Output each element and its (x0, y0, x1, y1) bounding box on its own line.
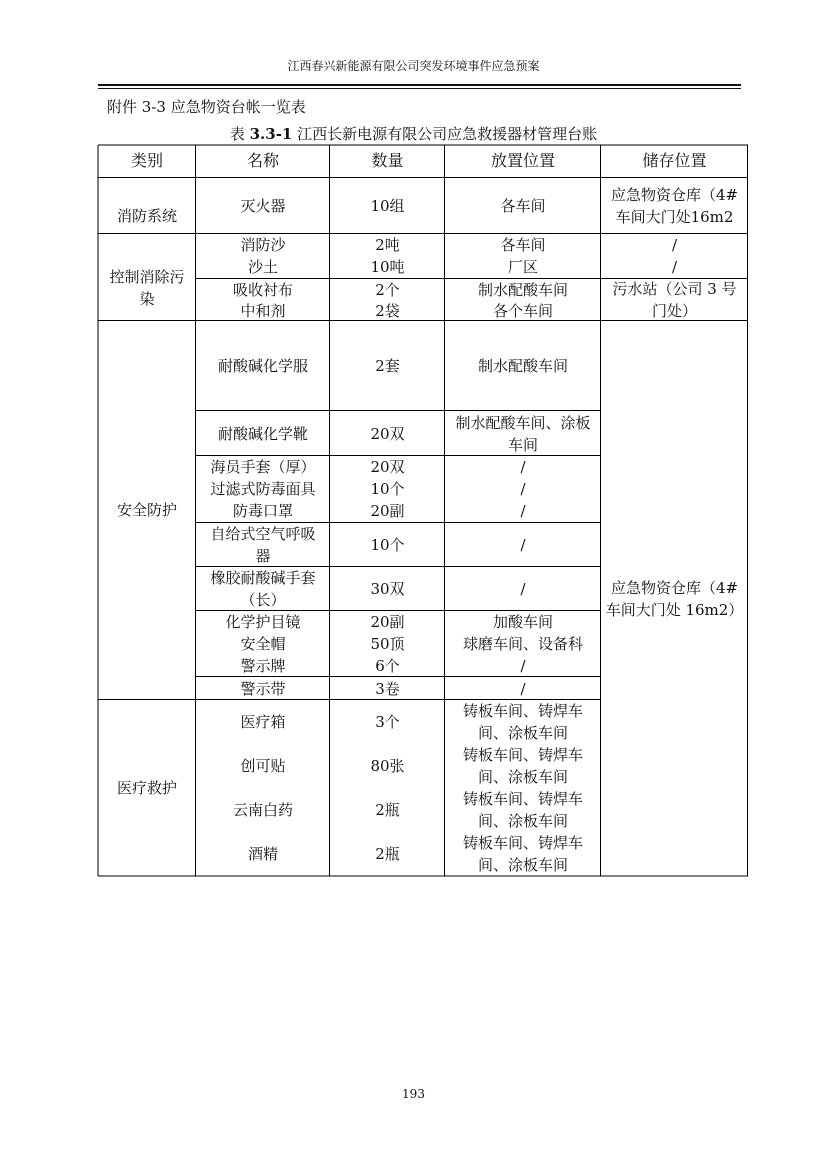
row-name: 防毒口罩 (232, 502, 293, 520)
row-location: / (520, 657, 526, 675)
row-name: 灭火器 (240, 197, 286, 215)
row-name: 海员手套（厚） (210, 458, 316, 476)
row-name: 过滤式防毒面具 (210, 480, 316, 498)
row-qty: 80张 (370, 757, 405, 775)
storage-cell: 污水站（公司 3 号门处） (612, 280, 737, 320)
row-location: 制水配酸车间 (477, 357, 568, 375)
row-name: 耐酸碱化学靴 (217, 424, 308, 443)
row-name: 警示牌 (240, 657, 286, 675)
row-location: / (520, 679, 526, 698)
row-location: / (520, 502, 526, 520)
row-name: 自给式空气呼吸器 (210, 525, 316, 565)
row-qty: 3卷 (375, 679, 400, 698)
row-qty: 50顶 (370, 635, 405, 653)
storage-cell: 应急物资仓库（4#车间大门处16m2 (610, 186, 739, 226)
header-storage: 储存位置 (642, 151, 707, 170)
storage-cell: 应急物资仓库（4#车间大门处 16m2） (605, 578, 744, 619)
row-name: 耐酸碱化学服 (217, 357, 308, 375)
row-name: 吸收衬布 (232, 280, 293, 299)
row-qty: 10吨 (370, 258, 405, 276)
row-qty: 20副 (370, 613, 405, 631)
row-location: / (520, 480, 526, 498)
header-category: 类别 (130, 151, 163, 170)
row-qty: 3个 (375, 713, 400, 731)
row-qty: 10个 (370, 480, 405, 498)
row-name: 消防沙 (240, 236, 286, 254)
row-name: 云南白药 (232, 801, 293, 819)
row-name: 安全帽 (240, 635, 286, 653)
page-number: 193 (402, 1087, 425, 1101)
row-location: 制水配酸车间 (477, 280, 568, 299)
row-qty: 10个 (370, 536, 405, 554)
row-location: 厂区 (507, 258, 538, 276)
row-location: 各车间 (500, 236, 546, 254)
row-qty: 20副 (370, 502, 405, 520)
caption-number: 3.3-1 (249, 125, 293, 143)
category-pollution: 控制消除污染 (109, 268, 185, 308)
row-qty: 2个 (375, 280, 400, 299)
row-location: 球磨车间、设备科 (462, 635, 583, 653)
row-name: 中和剂 (240, 301, 286, 320)
row-qty: 2吨 (375, 236, 400, 254)
row-qty: 2瓶 (375, 801, 400, 819)
category-fire: 消防系统 (116, 207, 177, 225)
row-qty: 10组 (370, 197, 405, 215)
row-name: 沙土 (247, 258, 278, 276)
row-location: / (520, 580, 526, 598)
row-location: 铸板车间、铸焊车间、涂板车间 (462, 746, 583, 786)
attachment-title: 附件 3-3 应急物资台帐一览表 (107, 98, 306, 116)
running-header: 江西春兴新能源有限公司突发环境事件应急预案 (287, 59, 540, 73)
row-location: / (520, 458, 526, 476)
row-location: / (520, 536, 526, 554)
row-name: 化学护目镜 (225, 613, 301, 631)
row-name: 橡胶耐酸碱手套（长） (210, 569, 316, 609)
category-medical: 医疗救护 (116, 779, 177, 797)
header-name: 名称 (246, 151, 279, 170)
category-safety: 安全防护 (116, 501, 177, 519)
row-name: 医疗箱 (240, 713, 286, 731)
row-name: 警示带 (240, 679, 286, 698)
header-quantity: 数量 (371, 151, 404, 170)
caption-title: 江西长新电源有限公司应急救援器材管理台账 (292, 125, 598, 143)
row-location: 铸板车间、铸焊车间、涂板车间 (462, 834, 583, 874)
row-location: 各个车间 (492, 301, 553, 320)
storage-cell: / (671, 258, 678, 276)
row-location: 铸板车间、铸焊车间、涂板车间 (462, 790, 583, 830)
row-name: 创可贴 (240, 757, 286, 775)
row-qty: 2袋 (375, 301, 400, 320)
row-location: 制水配酸车间、涂板车间 (455, 413, 591, 454)
row-qty: 20双 (370, 424, 405, 443)
caption-prefix: 表 (229, 125, 250, 143)
row-qty: 2瓶 (375, 845, 400, 863)
row-qty: 20双 (370, 458, 405, 476)
row-location: 各车间 (500, 197, 546, 215)
header-location: 放置位置 (490, 151, 555, 170)
row-qty: 30双 (370, 580, 405, 598)
row-location: 铸板车间、铸焊车间、涂板车间 (462, 702, 583, 742)
row-qty: 6个 (375, 657, 400, 675)
row-name: 酒精 (247, 845, 278, 863)
storage-cell: / (671, 236, 678, 254)
row-qty: 2套 (375, 357, 400, 375)
row-location: 加酸车间 (492, 613, 553, 631)
